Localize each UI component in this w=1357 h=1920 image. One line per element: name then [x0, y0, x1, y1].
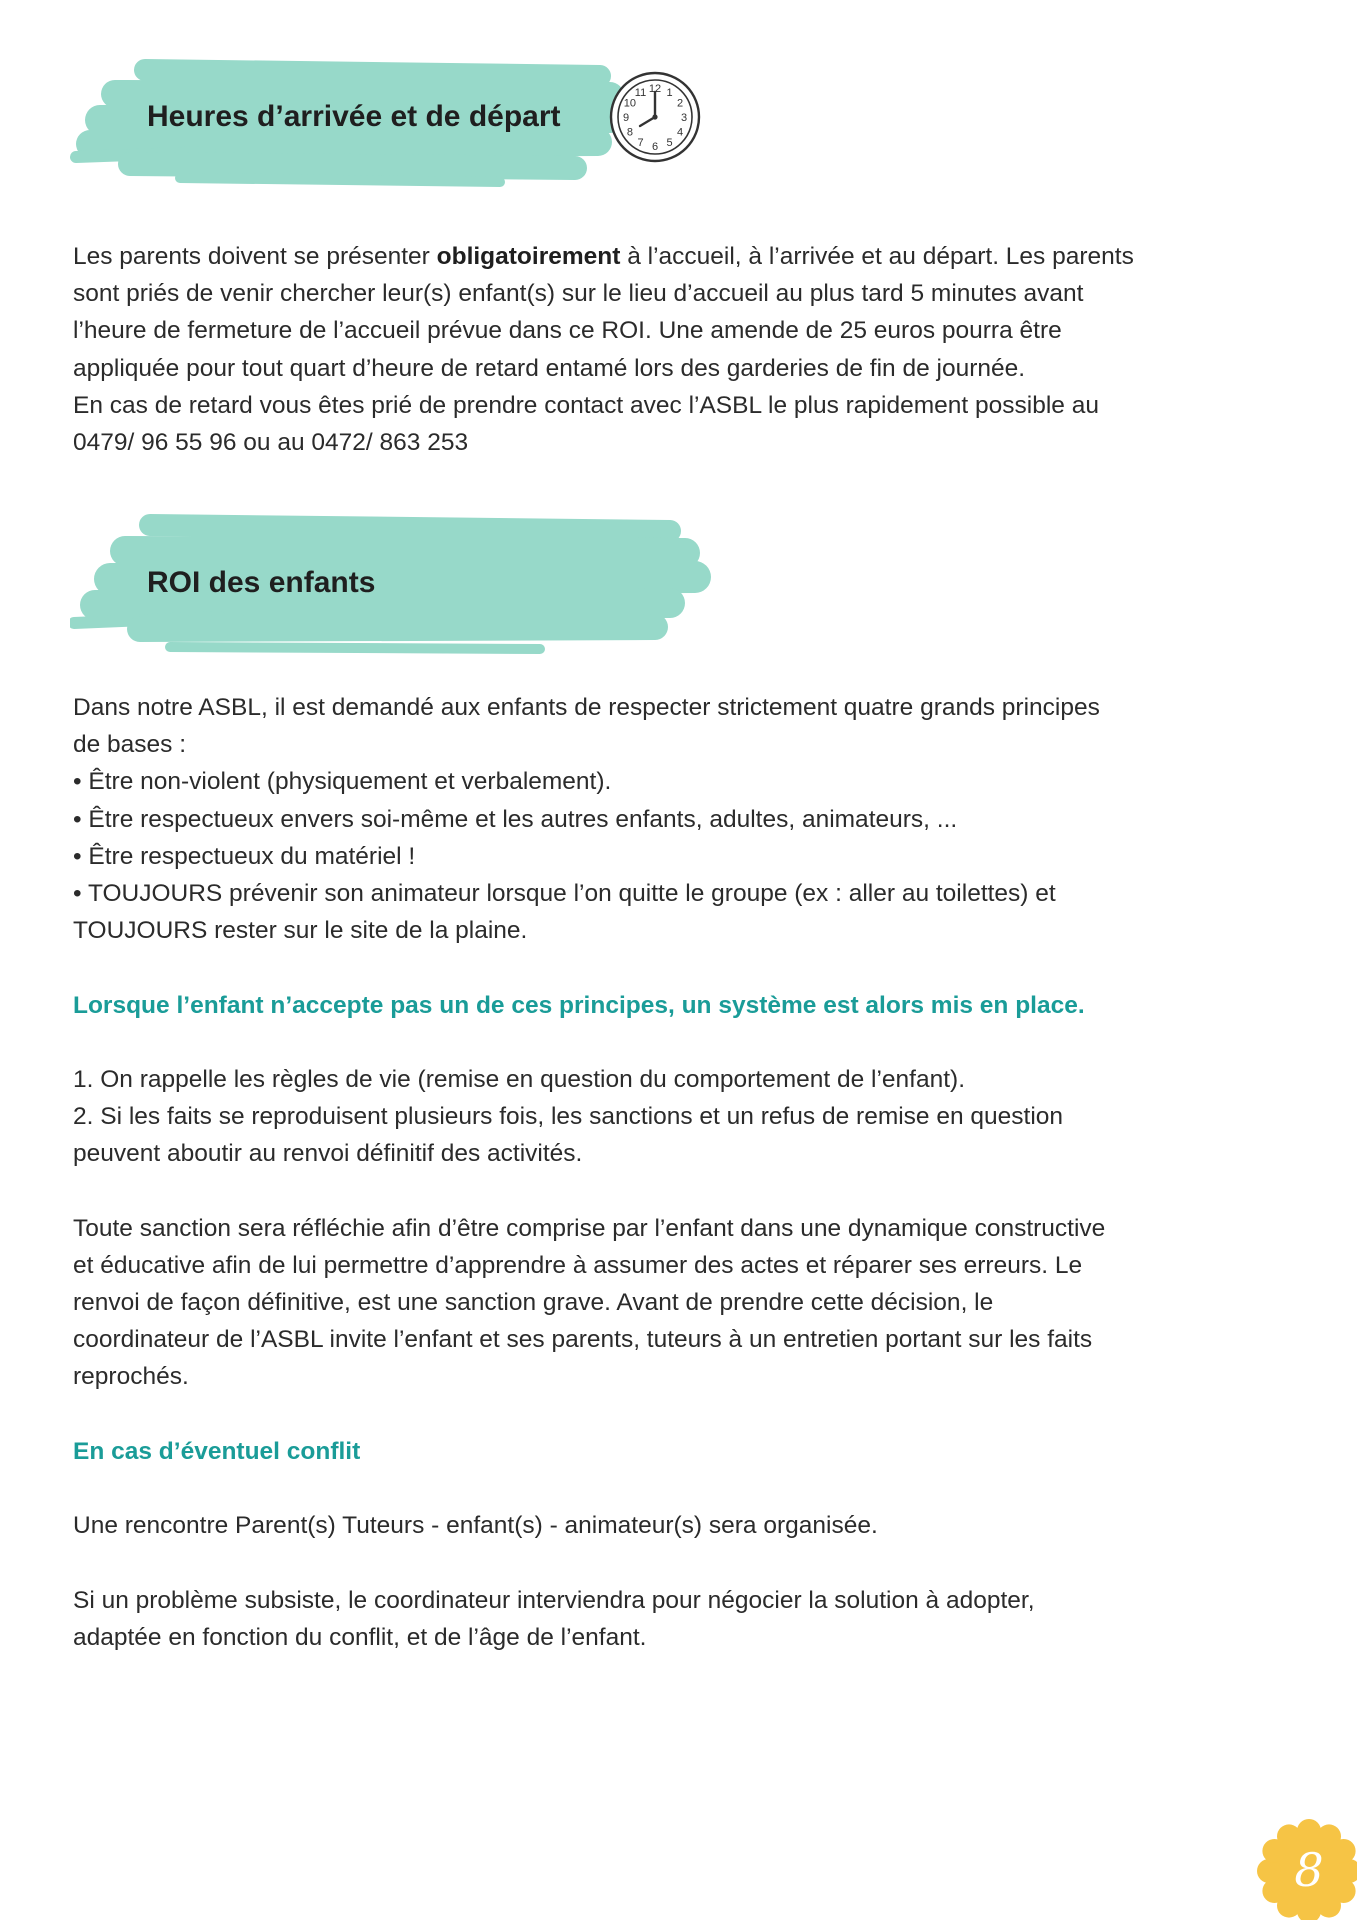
bullet-item: • Être respectueux du matériel ! — [73, 842, 416, 870]
text-segment: Les parents doivent se présenter — [73, 243, 437, 270]
arrival-departure-paragraph — [73, 238, 1313, 461]
numbered-item: 1. On rappelle les règles de vie (remise en question du comportement de l’enfant). — [73, 1065, 966, 1093]
paragraph-line: l’heure de fermeture de l’accueil prévue dans ce ROI. Une amende de 25 euros pourra être — [73, 317, 1062, 345]
bullet-item: • Être non-violent (physiquement et verbalement). — [73, 768, 612, 796]
text-segment: à l’accueil, à l’arrivée et au départ. Les parents — [620, 243, 1134, 270]
phone-numbers-line: 0479/ 96 55 96 ou au 0472/ 863 253 — [73, 428, 469, 456]
paragraph-line: et éducative afin de lui permettre d’apprendre à assumer des actes et réparer ses erreurs. Le — [73, 1251, 1083, 1279]
clock-numeral: 10 — [623, 97, 637, 110]
clock-numeral: 9 — [622, 112, 630, 124]
clock-center-dot — [652, 114, 657, 119]
paragraph-line: sont priés de venir chercher leur(s) enfant(s) sur le lieu d’accueil au plus tard 5 minutes avant — [73, 280, 1084, 308]
bullet-item: • TOUJOURS prévenir son animateur lorsque l’on quitte le groupe (ex : aller au toilettes) et — [73, 879, 1056, 907]
section-title-arrival-departure: Heures d’arrivée et de départ — [147, 100, 561, 133]
clock-icon — [607, 69, 703, 165]
clock-numeral: 2 — [677, 97, 684, 110]
subheading-text: En cas d’éventuel conflit — [73, 1437, 361, 1465]
paragraph-line: coordinateur de l’ASBL invite l’enfant et ses parents, tuteurs à un entretien portant sur les faits — [73, 1326, 1093, 1354]
sanction-paragraph — [73, 1210, 1313, 1396]
principles-list — [73, 689, 1313, 949]
paragraph-line: Dans notre ASBL, il est demandé aux enfants de respecter strictement quatre grands principes — [73, 694, 1100, 721]
bullet-item-continuation: TOUJOURS rester sur le site de la plaine. — [73, 917, 528, 945]
paragraph-line: appliquée pour tout quart d’heure de retard entamé lors des garderies de fin de journée. — [73, 354, 1026, 382]
clock-numeral: 12 — [648, 83, 662, 95]
numbered-item-continuation: peuvent aboutir au renvoi définitif des activités. — [73, 1140, 583, 1168]
clock-numeral: 5 — [666, 137, 673, 150]
emphasis-text: obligatoirement — [436, 243, 621, 270]
clock-numeral: 7 — [637, 137, 644, 150]
bullet-item: • Être respectueux envers soi-même et les autres enfants, adultes, animateurs, ... — [73, 805, 958, 833]
paragraph-line: reprochés. — [73, 1363, 189, 1391]
clock-numeral: 4 — [677, 126, 684, 139]
subheading-conflict — [73, 1433, 1313, 1470]
paragraph-line: renvoi de façon définitive, est une sanction grave. Avant de prendre cette décision, le — [73, 1289, 994, 1316]
paragraph-line: Si un problème subsiste, le coordinateur interviendra pour négocier la solution à adopter, — [73, 1586, 1035, 1614]
paragraph-line: adaptée en fonction du conflit, et de l’âge de l’enfant. — [73, 1623, 647, 1651]
paragraph-line: Une rencontre Parent(s) Tuteurs - enfant(s) - animateur(s) sera organisée. — [73, 1512, 878, 1540]
page-number-badge — [1250, 1810, 1357, 1920]
clock-numeral: 6 — [651, 141, 659, 153]
paragraph-line: En cas de retard vous êtes prié de prendre contact avec l’ASBL le plus rapidement possible au — [73, 391, 1099, 419]
steps-list — [73, 1061, 1313, 1173]
clock-numeral: 8 — [626, 126, 633, 139]
clock-numeral: 1 — [666, 86, 673, 99]
clock-numeral: 3 — [680, 112, 688, 124]
section-title-children-rules: ROI des enfants — [147, 566, 376, 599]
children-rules-body — [73, 689, 1313, 1656]
paragraph-line: Toute sanction sera réfléchie afin d’être comprise par l’enfant dans une dynamique constructive — [73, 1214, 1106, 1242]
paragraph-line: de bases : — [73, 731, 187, 759]
meeting-paragraph — [73, 1507, 1313, 1544]
clock-numeral: 11 — [634, 86, 647, 99]
paragraph-line — [73, 238, 1313, 275]
numbered-item: 2. Si les faits se reproduisent plusieurs fois, les sanctions et un refus de remise en question — [73, 1103, 1064, 1131]
page-number: 8 — [1294, 1843, 1324, 1897]
subheading-system — [73, 987, 1313, 1024]
subheading-text: Lorsque l’enfant n’accepte pas un de ces principes, un système est alors mis en place. — [73, 991, 1085, 1019]
resolution-paragraph — [73, 1582, 1313, 1656]
